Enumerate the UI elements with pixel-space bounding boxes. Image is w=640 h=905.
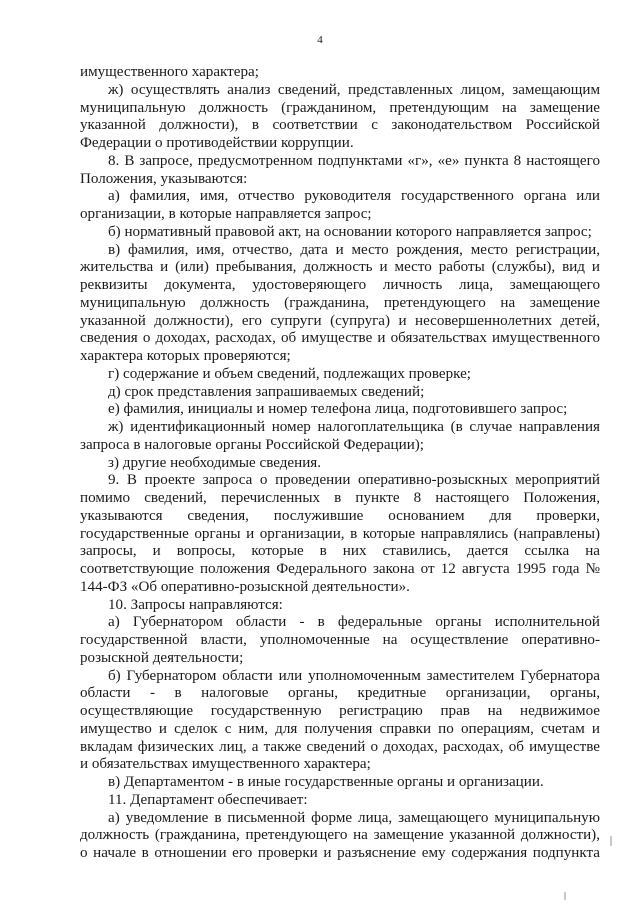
scan-artifact (564, 892, 566, 900)
text-line: запросы, и вопросы, которые в них ставились, дается ссылка на (80, 543, 600, 560)
text-line: 8. В запросе, предусмотренном подпунктами «г», «е» пункта 8 настоящего (108, 152, 600, 169)
text-line: помимо сведений, перечисленных в пункте 8 настоящего Положения, (80, 490, 600, 506)
text-line: ж) идентификационный номер налогоплательщика (в случае направления (108, 419, 600, 435)
text-line: Положения, указываются: (80, 170, 248, 187)
text-line: ж) осуществлять анализ сведений, представленных лицом, замещающим (108, 81, 600, 98)
text-line: 144-ФЗ «Об оперативно-розыскной деятельности». (80, 578, 410, 595)
text-line: должность (гражданина, претендующего на замещение указанной должности), (80, 827, 600, 844)
text-line: о начале в отношении его проверки и разъяснение ему содержания подпункта (80, 845, 600, 861)
text-line: жительства и (или) пребывания, должность и место работы (службы), вид и (80, 259, 600, 276)
text-line: в) Департаментом - в иные государственные органы и организации. (108, 774, 544, 790)
text-line: б) Губернатором области или уполномоченным заместителем Губернатора (108, 667, 600, 684)
text-line: вкладам физических лиц, а также сведений о доходах, расходах, об имуществе (80, 738, 600, 755)
text-line: области - в налоговые органы, кредитные организации, органы, (80, 685, 600, 702)
text-line: 11. Департамент обеспечивает: (108, 791, 308, 808)
text-line: г) содержание и объем сведений, подлежащих проверке; (108, 365, 471, 382)
text-line: з) другие необходимые сведения. (108, 454, 321, 471)
text-line: розыскной деятельности; (80, 649, 244, 666)
text-line: муниципальную должность (гражданина, претендующего на замещение (80, 294, 600, 311)
text-line: а) уведомление в письменной форме лица, замещающего муниципальную (108, 809, 600, 826)
text-line: организации, в которые направляется запрос; (80, 206, 372, 222)
text-line: характера которых проверяются; (80, 348, 291, 364)
scan-artifact (610, 836, 612, 846)
text-line: соответствующие положения Федерального закона от 12 августа 1995 года № (80, 561, 600, 577)
text-line: е) фамилия, инициалы и номер телефона лица, подготовившего запрос; (108, 401, 568, 418)
text-line: и обязательствах имущественного характера; (80, 756, 371, 773)
text-line: государственные органы и организации, в которые направлялись (направлены) (80, 525, 600, 542)
text-line: 10. Запросы направляются: (108, 596, 283, 613)
text-line: в) фамилия, имя, отчество, дата и место рождения, место регистрации, (108, 241, 600, 258)
text-line: указанной должности), в соответствии с законодательством Российской (80, 117, 600, 134)
text-line: Федерации о противодействии коррупции. (80, 135, 354, 151)
text-line: сведения о доходах, расходах, об имуществе и обязательствах имущественного (80, 330, 600, 347)
text-line: б) нормативный правовой акт, на основании которого направляется запрос; (108, 223, 592, 240)
document-body (80, 64, 600, 863)
text-line: указываются сведения, послужившие основанием для проверки, (80, 507, 600, 524)
text-line: запроса в налоговые органы Российской Федерации); (80, 436, 424, 453)
text-line: реквизиты документа, удостоверяющего личность лица, замещающего (80, 277, 600, 293)
text-line: имущество и сделок с ним, для получения справки по операциям, счетам и (80, 720, 600, 737)
text-line: а) фамилия, имя, отчество руководителя государственного органа или (108, 188, 600, 205)
page-number: 4 (317, 34, 323, 46)
text-line: а) Губернатором области - в федеральные органы исполнительной (108, 614, 600, 631)
text-line: 9. В проекте запроса о проведении оперативно-розыскных мероприятий (108, 472, 600, 489)
text-line: д) срок представления запрашиваемых сведений; (108, 383, 425, 400)
text-line: муниципальную должность (гражданином, претендующим на замещение (80, 99, 600, 116)
text-line: указанной должности), его супруги (супруга) и несовершеннолетних детей, (80, 312, 600, 329)
text-line: государственной власти, уполномоченные на осуществление оперативно- (80, 632, 600, 648)
text-line: осуществляющие государственную регистрацию прав на недвижимое (80, 703, 600, 719)
text-line: имущественного характера; (80, 64, 259, 80)
